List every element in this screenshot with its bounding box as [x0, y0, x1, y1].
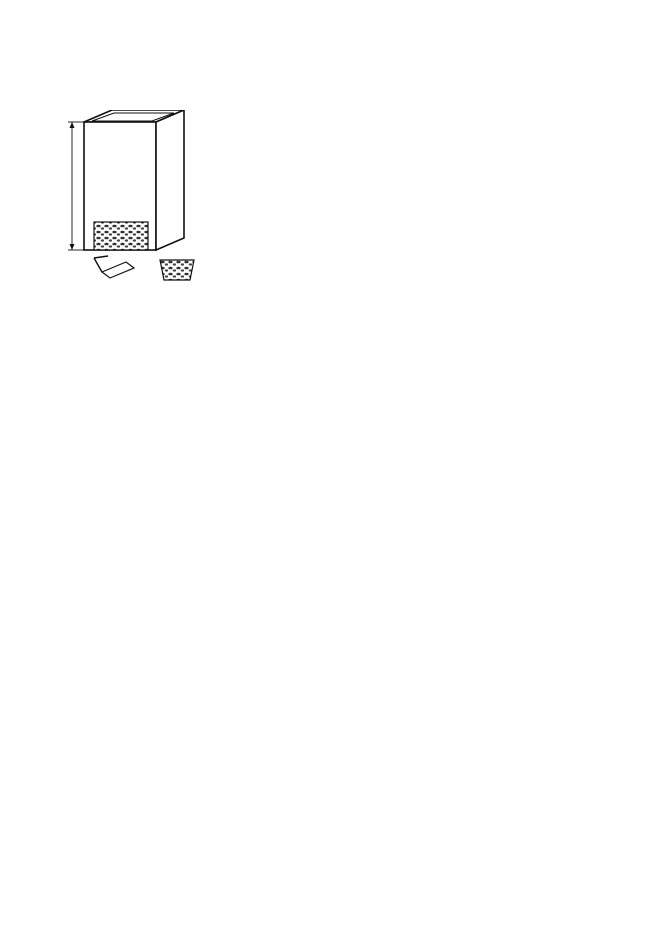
document-body [64, 78, 598, 358]
figure-section [64, 78, 598, 358]
container-illustration [64, 110, 210, 285]
bucket [160, 260, 194, 280]
figure-2 [64, 110, 210, 290]
scoop [102, 262, 134, 278]
right-column [224, 78, 598, 83]
